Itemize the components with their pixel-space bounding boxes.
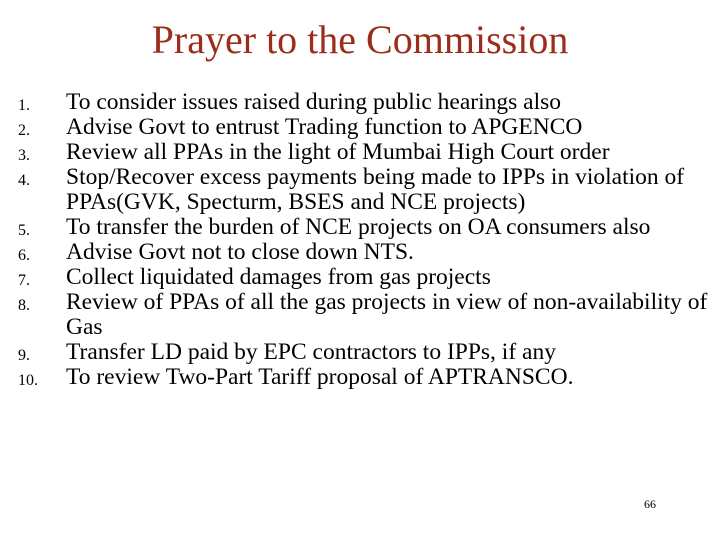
list-item-text: Collect liquidated damages from gas projects xyxy=(66,264,491,290)
list-item-text: Review all PPAs in the light of Mumbai High Court order xyxy=(66,139,610,165)
list-item-text: Transfer LD paid by EPC contractors to IPPs, if any xyxy=(66,339,556,365)
slide-title: Prayer to the Commission xyxy=(151,17,569,62)
list-item xyxy=(18,240,708,265)
prayer-list xyxy=(18,90,708,390)
list-item-text: Advise Govt not to close down NTS. xyxy=(66,239,414,265)
list-item xyxy=(18,340,708,365)
list-item xyxy=(18,265,708,290)
list-item-number: 9. xyxy=(18,347,30,364)
list-item-text: To transfer the burden of NCE projects on OA consumers also xyxy=(66,214,651,240)
list-item-number: 5. xyxy=(18,222,30,239)
list-item xyxy=(18,365,708,390)
list-item-text: To review Two-Part Tariff proposal of APTRANSCO. xyxy=(66,364,574,390)
list-item-number: 4. xyxy=(18,172,30,189)
list-item-number: 1. xyxy=(18,97,30,114)
list-item-number: 6. xyxy=(18,247,30,264)
list-item-text: Advise Govt to entrust Trading function to APGENCO xyxy=(66,114,583,140)
list-item xyxy=(18,115,708,140)
list-item-number: 7. xyxy=(18,272,30,289)
list-item-text: To consider issues raised during public hearings also xyxy=(66,89,562,115)
list-item xyxy=(18,165,708,215)
page-number: 66 xyxy=(644,497,656,511)
list-item-text: Stop/Recover excess payments being made to IPPs in violation of PPAs(GVK, Specturm, BSES and NCE projects) xyxy=(66,164,685,215)
list-item xyxy=(18,140,708,165)
list-item-number: 2. xyxy=(18,122,30,139)
list-item-text: Review of PPAs of all the gas projects in view of non-availability of Gas xyxy=(66,289,708,340)
list-item-number: 8. xyxy=(18,297,30,314)
list-item xyxy=(18,290,708,340)
list-item-number: 10. xyxy=(18,372,38,389)
list-item xyxy=(18,215,708,240)
list-item-number: 3. xyxy=(18,147,30,164)
list-item xyxy=(18,90,708,115)
